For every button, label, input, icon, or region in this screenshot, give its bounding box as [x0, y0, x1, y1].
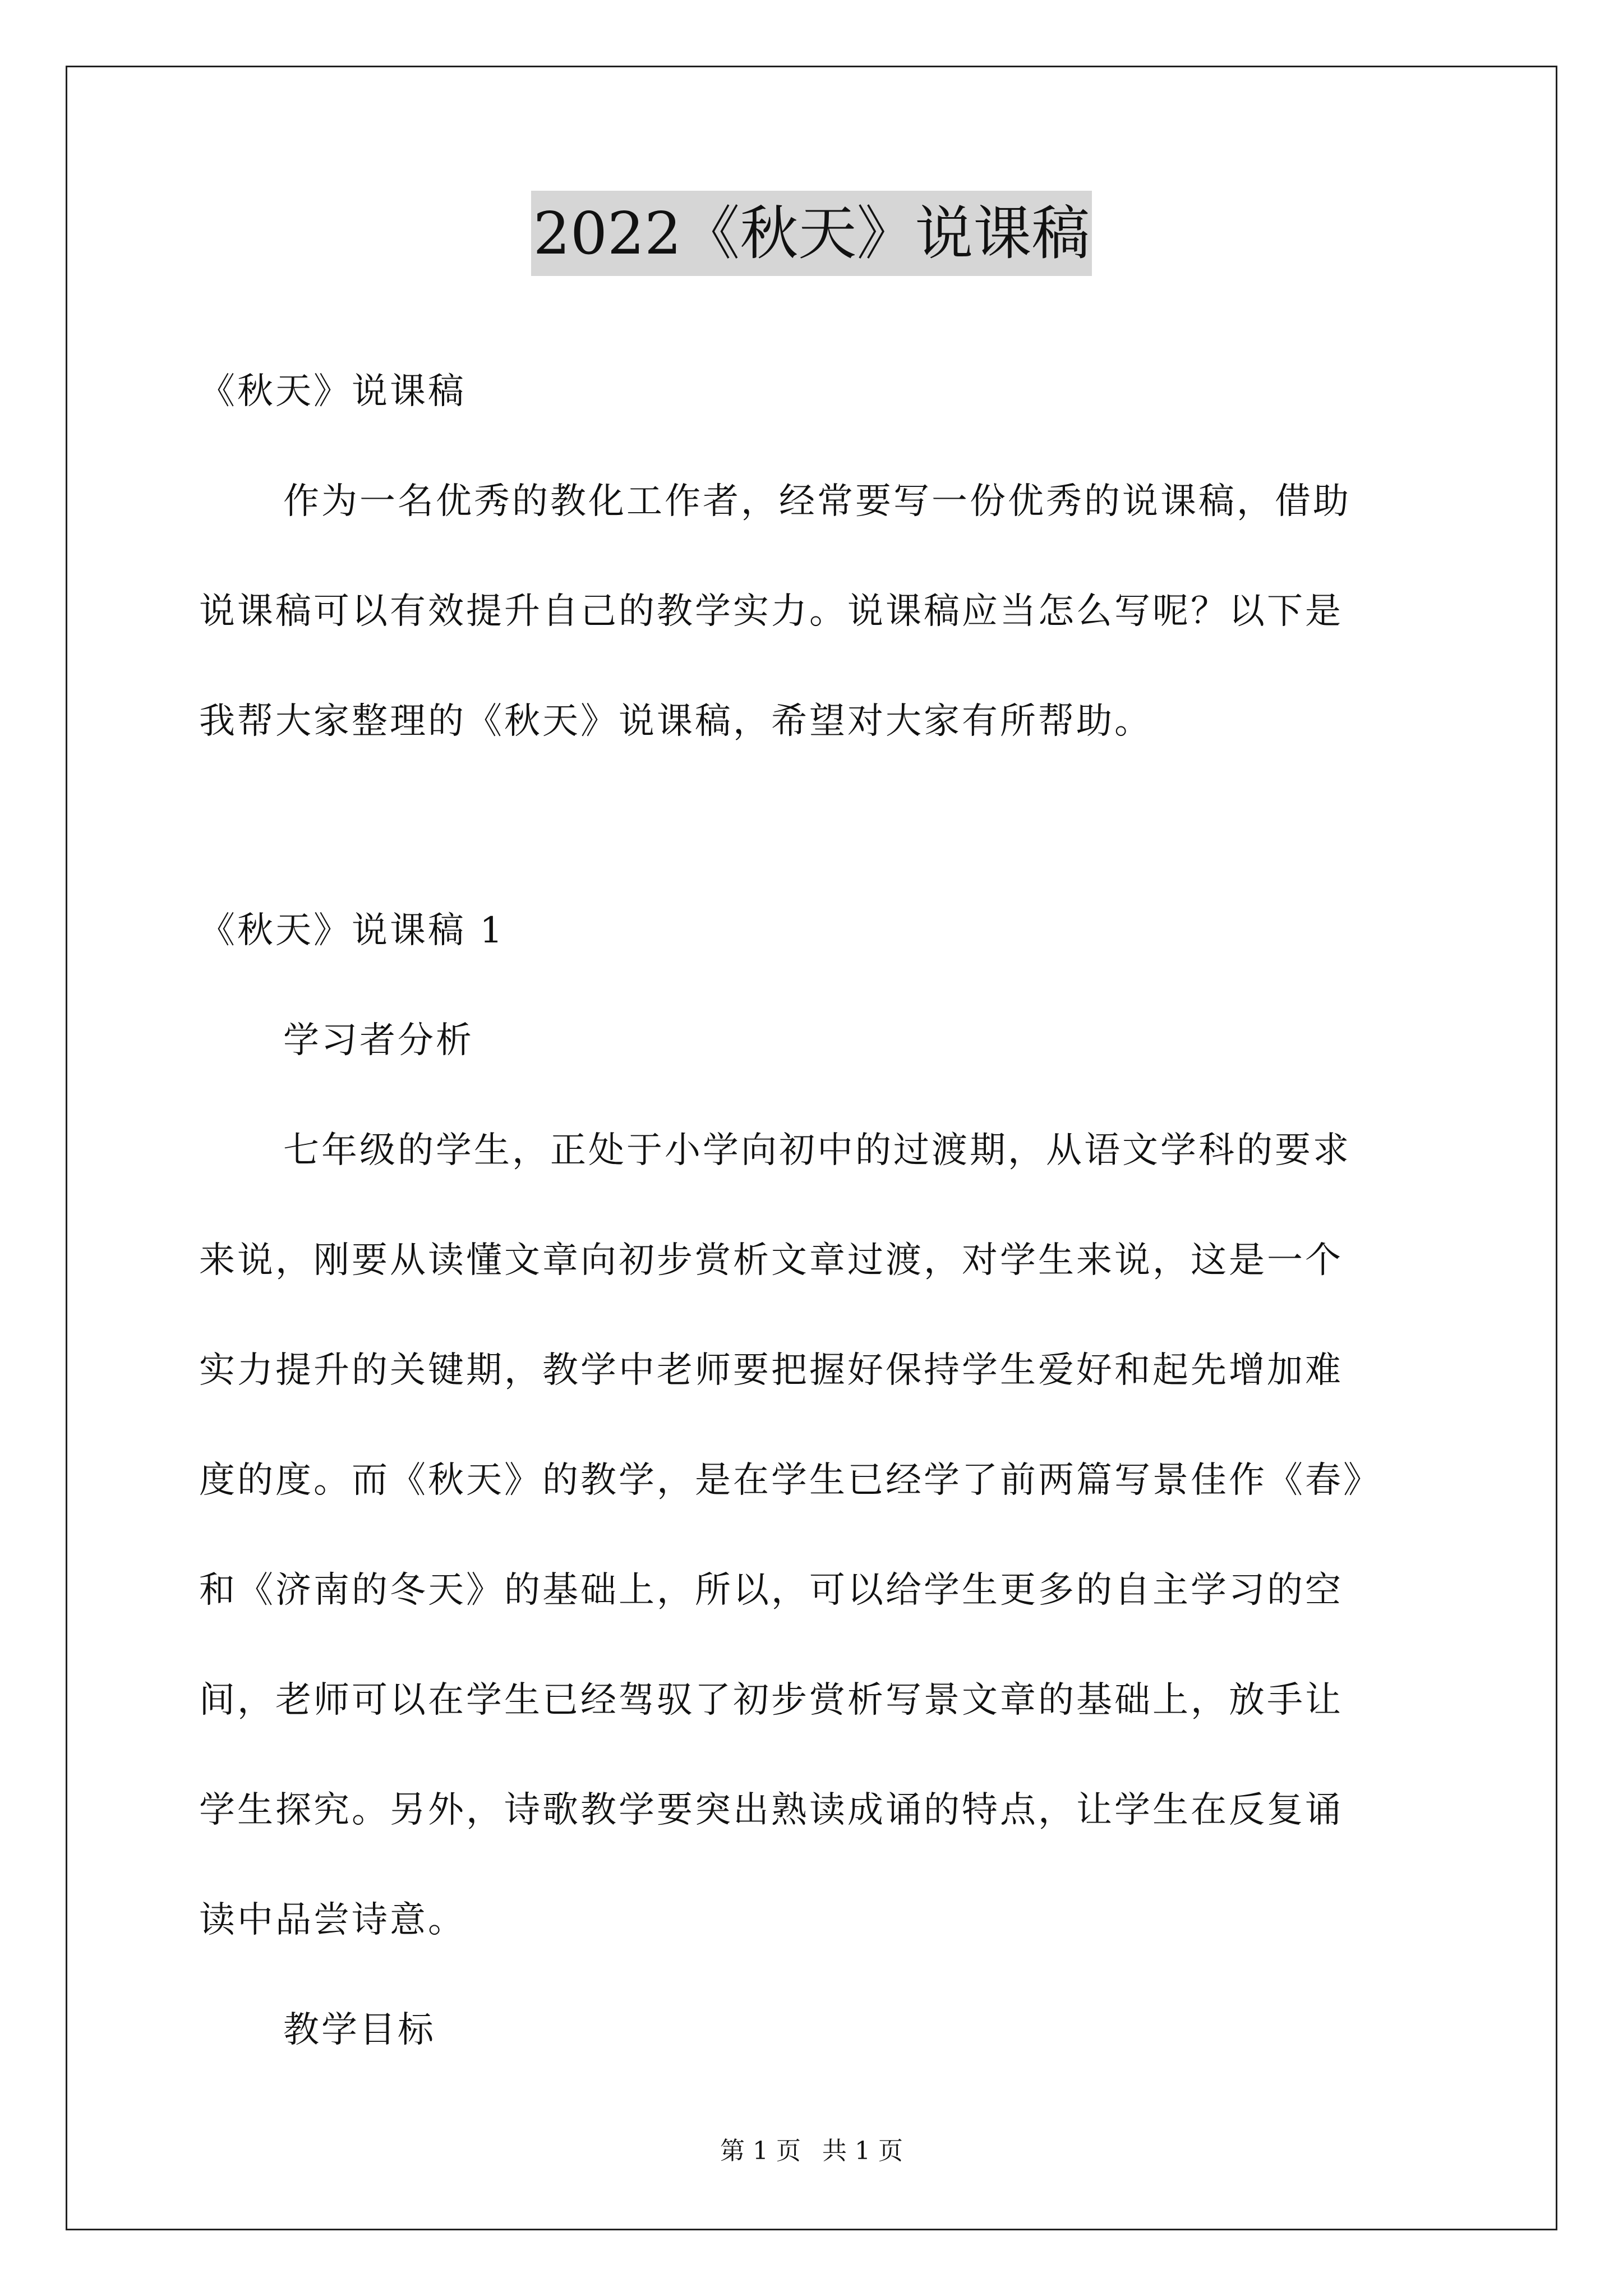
intro-paragraph-line: 说课稿可以有效提升自己的教学实力。说课稿应当怎么写呢？以下是	[199, 591, 1343, 632]
intro-paragraph-line: 我帮大家整理的《秋天》说课稿，希望对大家有所帮助。	[199, 701, 1152, 742]
document-title: 2022《秋天》说课稿	[531, 191, 1092, 276]
analysis-paragraph-line: 读中品尝诗意。	[199, 1899, 466, 1941]
page-footer	[0, 2134, 1623, 2168]
analysis-paragraph-line: 间，老师可以在学生已经驾驭了初步赏析写景文章的基础上，放手让	[199, 1680, 1343, 1721]
analysis-paragraph-line: 七年级的学生，正处于小学向初中的过渡期，从语文学科的要求	[283, 1130, 1351, 1171]
analysis-paragraph-line: 实力提升的关键期，教学中老师要把握好保持学生爱好和起先增加难	[199, 1350, 1343, 1391]
section-heading: 《秋天》说课稿 1	[199, 910, 505, 951]
subheading-teaching-goals: 教学目标	[283, 2009, 436, 2051]
intro-paragraph-line: 作为一名优秀的教化工作者，经常要写一份优秀的说课稿，借助	[283, 481, 1351, 522]
paragraph-gap	[199, 776, 1433, 876]
document-subtitle: 《秋天》说课稿	[199, 371, 466, 412]
analysis-paragraph-line: 来说，刚要从读懂文章向初步赏析文章过渡，对学生来说，这是一个	[199, 1240, 1343, 1281]
subheading-learner-analysis: 学习者分析	[283, 1020, 474, 1061]
analysis-paragraph-line: 和《济南的冬天》的基础上，所以，可以给学生更多的自主学习的空	[199, 1570, 1343, 1611]
analysis-paragraph-line: 度的度。而《秋天》的教学，是在学生已经学了前两篇写景佳作《春》	[199, 1460, 1381, 1501]
document-body	[199, 337, 1433, 2085]
title-container	[0, 191, 1623, 276]
page-number-current: 第 1 页	[720, 2137, 801, 2165]
page-number-total: 共 1 页	[822, 2137, 903, 2165]
analysis-paragraph-line: 学生探究。另外，诗歌教学要突出熟读成诵的特点，让学生在反复诵	[199, 1789, 1343, 1831]
